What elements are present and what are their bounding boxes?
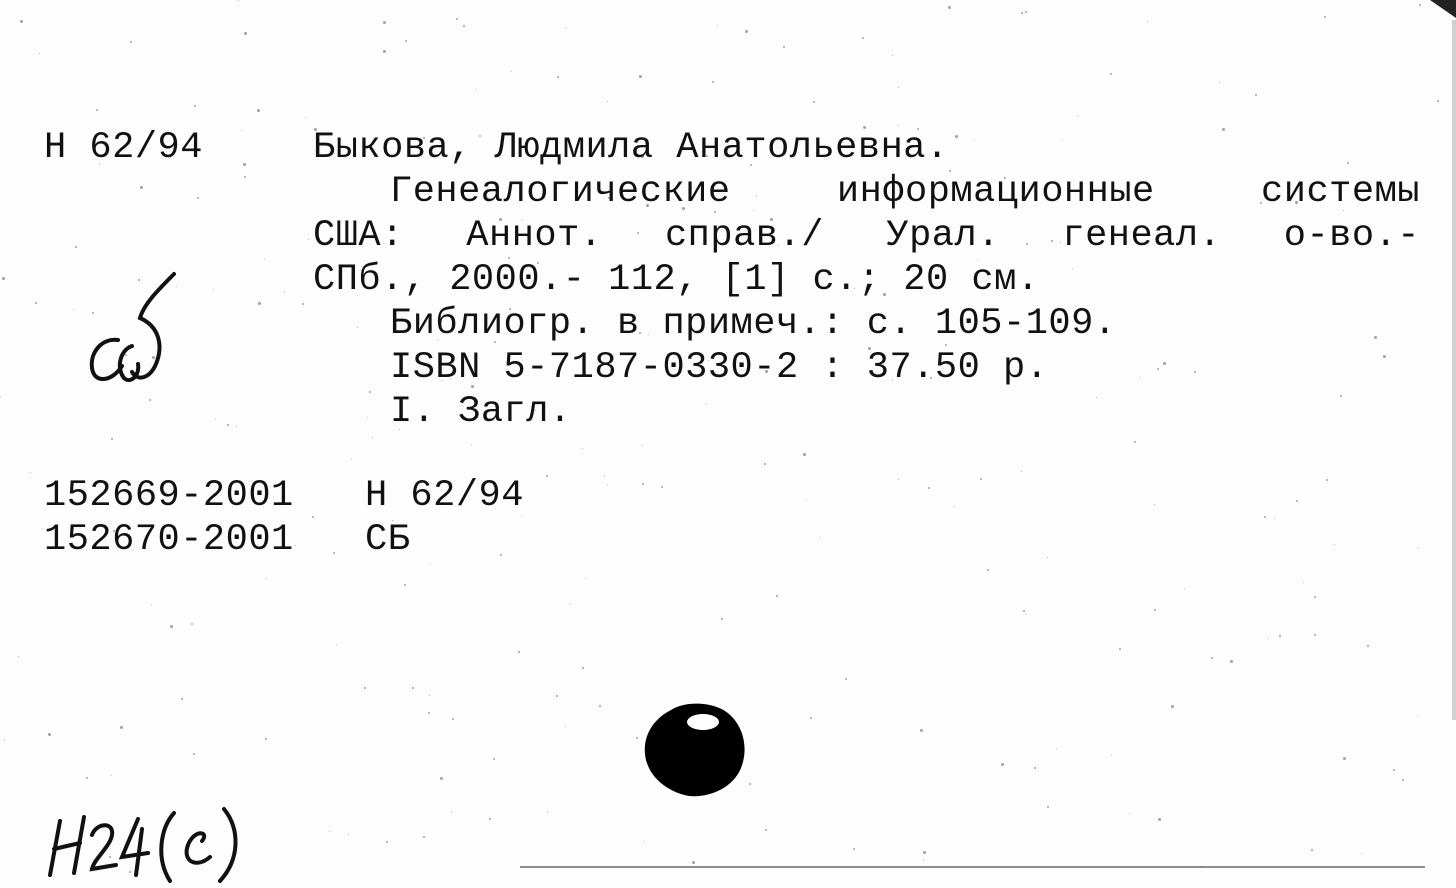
- paper-speck: [764, 463, 766, 465]
- paper-speck: [1274, 518, 1275, 519]
- paper-speck: [607, 101, 608, 102]
- paper-speck: [405, 40, 407, 42]
- paper-speck: [500, 554, 502, 556]
- paper-speck: [236, 426, 237, 427]
- paper-speck: [386, 841, 388, 843]
- paper-speck: [706, 403, 707, 404]
- paper-speck: [404, 584, 406, 586]
- paper-speck: [565, 726, 566, 727]
- paper-speck: [923, 859, 924, 860]
- paper-speck: [1163, 362, 1166, 365]
- paper-speck: [452, 718, 454, 720]
- handwritten-mark-h24e: [34, 795, 254, 885]
- paper-speck: [862, 37, 864, 39]
- paper-speck: [813, 101, 815, 103]
- paper-speck: [1077, 116, 1078, 117]
- punch-hole: [641, 700, 751, 800]
- paper-speck: [284, 291, 285, 292]
- paper-speck: [1154, 609, 1156, 611]
- paper-speck: [1056, 748, 1057, 749]
- paper-speck: [1393, 769, 1395, 771]
- paper-speck: [745, 30, 748, 33]
- paper-speck: [181, 698, 183, 700]
- bibliography-note: Библиогр. в примеч.: с. 105-109.: [390, 303, 1117, 345]
- paper-speck: [1296, 500, 1298, 502]
- paper-speck: [1034, 767, 1036, 769]
- paper-speck: [1072, 268, 1073, 269]
- paper-speck: [39, 53, 40, 54]
- paper-speck: [1047, 806, 1049, 808]
- paper-speck: [456, 18, 458, 20]
- paper-speck: [585, 578, 586, 579]
- paper-speck: [803, 453, 806, 456]
- paper-speck: [348, 834, 349, 835]
- paper-speck: [948, 6, 951, 9]
- paper-speck: [1025, 11, 1027, 13]
- paper-speck: [73, 309, 74, 310]
- paper-speck: [423, 836, 425, 838]
- paper-speck: [1419, 4, 1421, 6]
- paper-speck: [582, 448, 583, 449]
- paper-speck: [511, 71, 512, 72]
- paper-speck: [351, 459, 352, 460]
- paper-speck: [463, 25, 465, 27]
- paper-speck: [955, 135, 958, 138]
- paper-speck: [213, 289, 214, 290]
- paper-speck: [923, 851, 926, 854]
- paper-speck: [1230, 660, 1233, 663]
- paper-speck: [1047, 557, 1048, 558]
- paper-speck: [333, 552, 335, 554]
- corner-mark: [1430, 0, 1456, 20]
- paper-speck: [493, 758, 495, 760]
- paper-speck: [428, 712, 430, 714]
- paper-speck: [1147, 21, 1148, 22]
- paper-speck: [607, 484, 608, 485]
- paper-speck: [980, 478, 982, 480]
- paper-speck: [264, 259, 265, 260]
- paper-speck: [717, 25, 718, 26]
- paper-speck: [1021, 12, 1023, 14]
- paper-speck: [120, 726, 123, 729]
- paper-speck: [1062, 140, 1063, 141]
- paper-speck: [440, 777, 443, 780]
- paper-speck: [776, 595, 778, 597]
- paper-speck: [1417, 716, 1418, 717]
- paper-speck: [1119, 648, 1121, 650]
- paper-speck: [1157, 368, 1159, 370]
- paper-speck: [1402, 779, 1404, 781]
- paper-speck: [1340, 395, 1342, 397]
- paper-speck: [845, 678, 847, 680]
- paper-speck: [227, 424, 229, 426]
- paper-speck: [1374, 336, 1377, 339]
- paper-speck: [266, 578, 267, 579]
- paper-speck: [244, 176, 246, 178]
- paper-speck: [1219, 82, 1220, 83]
- paper-speck: [1418, 547, 1419, 548]
- paper-speck: [383, 21, 386, 24]
- paper-speck: [329, 831, 330, 832]
- paper-speck: [30, 472, 31, 473]
- paper-speck: [243, 163, 246, 166]
- paper-speck: [1184, 588, 1185, 589]
- card-bottom-edge: [520, 866, 1425, 868]
- paper-speck: [1025, 613, 1026, 614]
- title-line-2: США: Аннот. справ./ Урал. генеал. о-во.-: [313, 215, 1420, 257]
- tracing-line: I. Загл.: [390, 391, 572, 433]
- paper-speck: [48, 733, 51, 736]
- paper-speck: [1314, 596, 1316, 598]
- paper-speck: [1343, 757, 1346, 760]
- paper-speck: [1096, 397, 1097, 398]
- paper-speck: [806, 499, 807, 500]
- paper-speck: [692, 861, 695, 864]
- paper-speck: [130, 41, 132, 43]
- paper-speck: [642, 445, 643, 446]
- paper-speck: [1154, 504, 1155, 505]
- paper-speck: [636, 737, 638, 739]
- paper-speck: [1324, 16, 1326, 18]
- paper-speck: [898, 87, 899, 88]
- paper-speck: [312, 516, 314, 518]
- paper-speck: [1110, 73, 1112, 75]
- paper-speck: [238, 0, 239, 1]
- paper-speck: [783, 46, 785, 48]
- card-right-edge: [1452, 20, 1456, 720]
- paper-speck: [215, 419, 216, 420]
- paper-speck: [170, 625, 173, 628]
- paper-speck: [1326, 479, 1328, 481]
- paper-speck: [194, 105, 196, 107]
- paper-speck: [582, 667, 584, 669]
- paper-speck: [1334, 544, 1335, 545]
- paper-speck: [1129, 813, 1130, 814]
- paper-speck: [475, 89, 476, 90]
- holding-inventory-1: 152669-2001: [44, 475, 294, 517]
- paper-speck: [367, 417, 368, 418]
- paper-speck: [302, 303, 304, 305]
- paper-speck: [557, 76, 559, 78]
- paper-speck: [2, 277, 5, 280]
- paper-speck: [954, 506, 955, 507]
- paper-speck: [1437, 100, 1439, 102]
- paper-speck: [928, 487, 930, 489]
- holding-inventory-2: 152670-2001: [44, 519, 294, 561]
- paper-speck: [1134, 441, 1136, 443]
- paper-speck: [471, 444, 472, 445]
- paper-speck: [140, 186, 143, 189]
- paper-speck: [644, 841, 645, 842]
- paper-speck: [20, 20, 23, 23]
- paper-speck: [1158, 818, 1161, 821]
- isbn-line: ISBN 5-7187-0330-2 : 37.50 р.: [390, 347, 1049, 389]
- paper-speck: [1222, 128, 1225, 131]
- paper-speck: [364, 687, 366, 689]
- paper-speck: [430, 564, 431, 565]
- paper-speck: [1264, 516, 1266, 518]
- paper-speck: [1361, 853, 1362, 854]
- paper-speck: [1279, 635, 1281, 637]
- shelfmark: Н 62/94: [44, 127, 203, 169]
- paper-speck: [197, 197, 199, 199]
- imprint-line: СПб., 2000.- 112, [1] с.; 20 см.: [313, 259, 1040, 301]
- paper-speck: [604, 476, 605, 477]
- title-line-1: Генеалогические информационные системы: [390, 171, 1420, 213]
- paper-speck: [1255, 94, 1257, 96]
- paper-speck: [35, 302, 37, 304]
- paper-speck: [305, 117, 306, 118]
- paper-speck: [96, 109, 98, 111]
- paper-speck: [429, 695, 430, 696]
- paper-speck: [765, 829, 767, 831]
- paper-speck: [265, 738, 267, 740]
- paper-speck: [4, 740, 5, 741]
- paper-speck: [712, 81, 714, 83]
- paper-speck: [920, 729, 923, 732]
- paper-speck: [86, 777, 88, 779]
- paper-speck: [974, 139, 975, 140]
- paper-speck: [1314, 634, 1316, 636]
- paper-speck: [1383, 355, 1386, 358]
- paper-speck: [1303, 582, 1304, 583]
- paper-speck: [193, 753, 195, 755]
- paper-speck: [241, 130, 242, 131]
- paper-speck: [547, 811, 548, 812]
- paper-speck: [372, 437, 373, 438]
- paper-speck: [0, 396, 1, 397]
- paper-speck: [642, 483, 644, 485]
- paper-speck: [111, 438, 113, 440]
- paper-speck: [18, 656, 19, 657]
- paper-speck: [721, 618, 723, 620]
- paper-speck: [898, 479, 899, 480]
- paper-speck: [1311, 849, 1313, 851]
- paper-speck: [853, 848, 855, 850]
- paper-speck: [75, 246, 77, 248]
- paper-speck: [1367, 645, 1369, 647]
- paper-speck: [257, 109, 260, 112]
- paper-speck: [383, 50, 386, 53]
- paper-speck: [1347, 162, 1349, 164]
- paper-speck: [451, 811, 452, 812]
- paper-speck: [987, 569, 989, 571]
- paper-speck: [1023, 610, 1025, 612]
- paper-speck: [149, 399, 151, 401]
- paper-speck: [42, 528, 43, 529]
- paper-speck: [1111, 755, 1112, 756]
- paper-speck: [1267, 638, 1268, 639]
- paper-speck: [820, 537, 821, 538]
- handwritten-mark-sb: [78, 268, 188, 398]
- paper-speck: [336, 644, 337, 645]
- paper-speck: [412, 687, 414, 689]
- paper-speck: [1021, 471, 1022, 472]
- paper-speck: [661, 486, 663, 488]
- paper-speck: [639, 75, 642, 78]
- paper-speck: [546, 475, 548, 477]
- paper-speck: [518, 651, 520, 653]
- paper-speck: [1001, 763, 1004, 766]
- paper-speck: [151, 604, 152, 605]
- paper-speck: [357, 327, 358, 328]
- paper-speck: [810, 717, 812, 719]
- paper-speck: [1171, 705, 1174, 708]
- paper-speck: [295, 545, 296, 546]
- paper-speck: [570, 603, 571, 604]
- paper-speck: [244, 32, 247, 35]
- paper-speck: [599, 705, 601, 707]
- paper-speck: [1211, 657, 1213, 659]
- holding-location-1: Н 62/94: [365, 475, 524, 517]
- paper-speck: [258, 302, 261, 305]
- paper-speck: [191, 623, 193, 625]
- paper-speck: [1139, 377, 1140, 378]
- paper-speck: [369, 391, 371, 393]
- paper-speck: [1194, 371, 1196, 373]
- holding-location-2: СБ: [365, 519, 411, 561]
- paper-speck: [556, 695, 558, 697]
- author-heading: Быкова, Людмила Анатольевна.: [313, 127, 949, 169]
- paper-speck: [892, 55, 893, 56]
- paper-speck: [111, 775, 112, 776]
- paper-speck: [565, 28, 566, 29]
- paper-speck: [308, 239, 309, 240]
- paper-speck: [489, 818, 491, 820]
